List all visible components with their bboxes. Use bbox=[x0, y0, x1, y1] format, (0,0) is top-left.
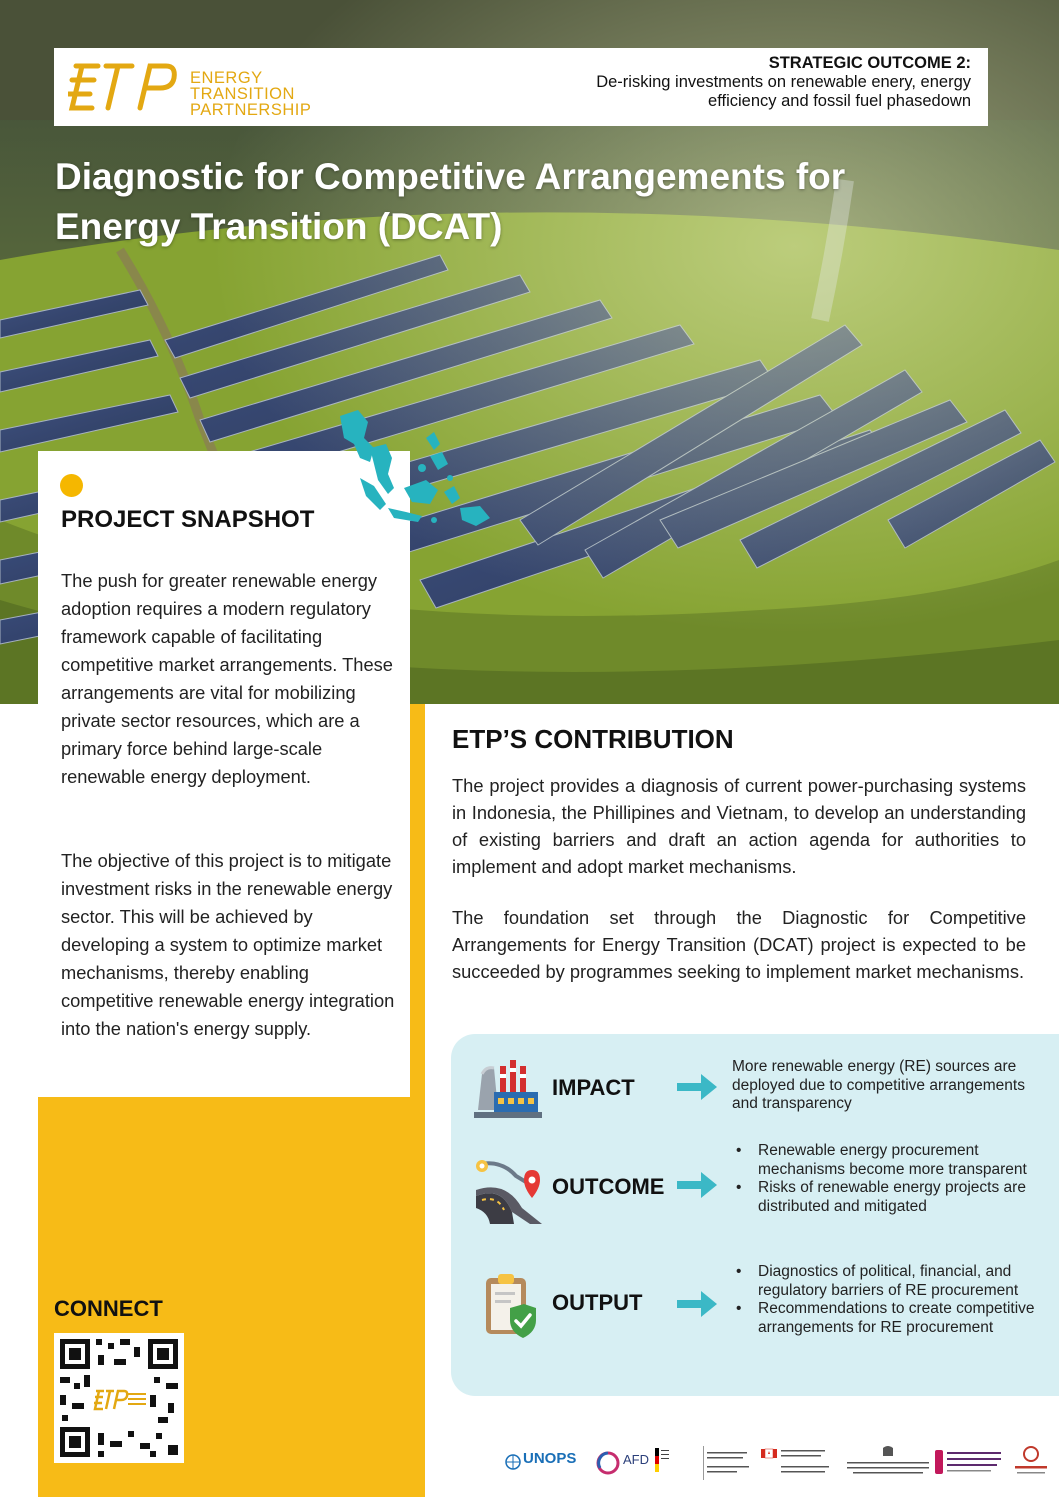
impact-arrow-icon bbox=[677, 1074, 717, 1100]
output-arrow-icon bbox=[677, 1291, 717, 1317]
outcome-item: • Renewable energy procurement mechanisms become more transparent bbox=[732, 1142, 1037, 1179]
output-item: • Recommendations to create competitive arrangements for RE procurement bbox=[732, 1300, 1037, 1337]
clipboard-shield-icon bbox=[472, 1270, 544, 1342]
snapshot-paragraph-1: The push for greater renewable energy adoption requires a modern regulatory framework capable of facilitating competitive market arrangements. These arrangements are vital for mobilizing private sector resources, which are a primary force behind large-scale renewable energy deployment. bbox=[61, 570, 393, 787]
partner-logos bbox=[505, 1444, 1050, 1484]
canada-government-logo-icon bbox=[761, 1446, 833, 1480]
contribution-paragraph-1: The project provides a diagnosis of current power-purchasing systems in Indonesia, the Phillipines and Vietnam, to develop an understanding of existing barriers and draft an action agenda for authorities to implement and adopt market mechanisms. bbox=[452, 775, 1026, 877]
road-map-pin-icon bbox=[472, 1156, 544, 1228]
output-label: OUTPUT bbox=[552, 1290, 643, 1315]
output-item: • Diagnostics of political, financial, and regulatory barriers of RE procurement bbox=[732, 1263, 1037, 1300]
contribution-heading: ETP’S CONTRIBUTION bbox=[452, 724, 734, 754]
strategic-outcome-line-2: efficiency and fossil fuel phasedown bbox=[708, 92, 971, 110]
logo-line-1: ENERGY bbox=[190, 69, 263, 87]
outcome-list bbox=[732, 1142, 1037, 1216]
yellow-dot-icon bbox=[60, 474, 83, 497]
qr-code[interactable] bbox=[54, 1333, 184, 1463]
strategic-outcome bbox=[596, 54, 971, 111]
un-emblem-icon bbox=[505, 1454, 521, 1470]
australian-government-logo-icon bbox=[843, 1444, 933, 1482]
etp-logo bbox=[68, 58, 368, 118]
snapshot-paragraph-2: The objective of this project is to mitigate investment risks in the renewable energy sector. This will be achieved by developing a system to optimize market mechanisms, thereby enabling competitive renewable energy integration into the nation's energy supply. bbox=[61, 850, 395, 1039]
contribution-paragraph-2: The foundation set through the Diagnostic for Competitive Arrangements for Energy Transition (DCAT) project is expected to be succeeded by programmes seeking to implement market mechanisms. bbox=[452, 907, 1026, 982]
southeast-asia-map-icon bbox=[330, 408, 495, 538]
sequoia-climate-logo-icon bbox=[1013, 1444, 1049, 1484]
header-bar bbox=[54, 48, 988, 126]
afd-emblem-icon bbox=[595, 1450, 621, 1476]
etp-logo-mark-icon bbox=[68, 58, 178, 118]
logo-line-3: PARTNERSHIP bbox=[190, 101, 312, 119]
output-list bbox=[732, 1263, 1037, 1337]
unops-logo: UNOPS bbox=[523, 1450, 577, 1467]
strategic-outcome-line-1: De-risking investments on renewable enery, energy bbox=[596, 73, 971, 91]
ciff-logo-icon bbox=[935, 1448, 1005, 1478]
page-title-line-2: Energy Transition (DCAT) bbox=[55, 206, 503, 247]
qr-code-icon bbox=[54, 1333, 184, 1463]
uk-government-logo-icon bbox=[703, 1446, 753, 1480]
outcome-item: • Risks of renewable energy projects are distributed and mitigated bbox=[732, 1179, 1037, 1216]
impact-label: IMPACT bbox=[552, 1075, 635, 1100]
afd-logo: AFD bbox=[623, 1452, 649, 1467]
factory-icon bbox=[472, 1052, 544, 1124]
page-title-line-1: Diagnostic for Competitive Arrangements for bbox=[55, 156, 846, 197]
german-ministry-logo-icon bbox=[655, 1446, 669, 1480]
connect-heading: CONNECT bbox=[54, 1296, 163, 1321]
impact-text: More renewable energy (RE) sources are deployed due to competitive arrangements and transparency bbox=[732, 1058, 1025, 1112]
logo-wordmark bbox=[190, 70, 311, 118]
page-title bbox=[55, 152, 1015, 252]
snapshot-heading: PROJECT SNAPSHOT bbox=[61, 506, 315, 533]
outcome-label: OUTCOME bbox=[552, 1174, 665, 1199]
outcome-arrow-icon bbox=[677, 1172, 717, 1198]
logo-line-2: TRANSITION bbox=[190, 85, 295, 103]
strategic-outcome-title: STRATEGIC OUTCOME 2: bbox=[768, 54, 971, 72]
project-snapshot-card bbox=[38, 451, 410, 1097]
